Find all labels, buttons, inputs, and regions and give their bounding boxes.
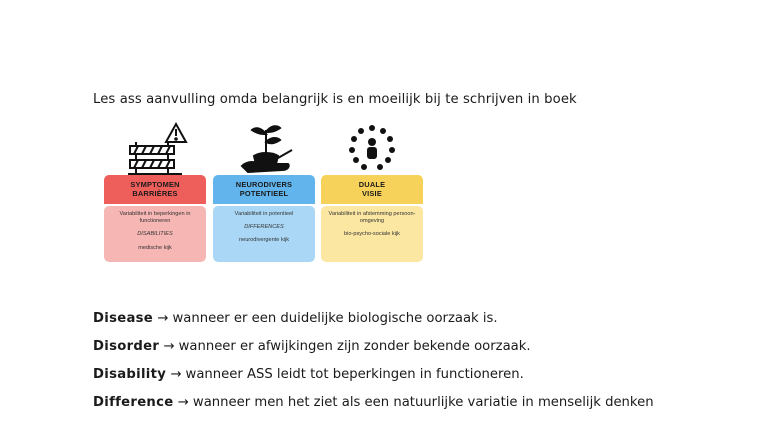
- intro-text: Les ass aanvulling omda belangrijk is en moeilijk bij te schrijven in boek: [93, 92, 577, 107]
- plant-hand-icon: [234, 120, 298, 176]
- definition-list: [93, 310, 663, 422]
- definition-difference: [93, 394, 663, 412]
- panel-symptoms: [104, 175, 206, 262]
- people-circle-icon: [344, 120, 400, 176]
- panel-text: Variabiliteit in potentieel: [234, 211, 294, 217]
- barrier-warning-icon: [126, 120, 190, 176]
- panel-view: medische kijk: [138, 244, 172, 251]
- panel-keyword: DIFFERENCES: [244, 224, 284, 231]
- definition-term: Disability: [93, 367, 167, 382]
- panel-view: neurodivergente kijk: [238, 237, 290, 244]
- definition-term: Disorder: [93, 339, 160, 354]
- three-views-figure: [104, 120, 426, 262]
- panel-text: Variabiliteit in afstemming persoon-omgeving: [328, 211, 416, 225]
- panel-view: bio-psycho-sociale kijk: [344, 231, 400, 238]
- panel-title: DUALE VISIE: [321, 175, 423, 204]
- definition-disability: [93, 366, 663, 384]
- panel-neurodivers: [213, 175, 315, 262]
- definition-term: Disease: [93, 311, 154, 326]
- panel-dual-vision: [321, 175, 423, 262]
- definition-text: → wanneer ASS leidt tot beperkingen in functioneren.: [166, 367, 524, 382]
- panel-text: Variabiliteit in beperkingen in functioneren: [119, 211, 191, 225]
- definition-term: Difference: [93, 395, 174, 410]
- definition-disorder: [93, 338, 663, 356]
- definition-text: → wanneer er een duidelijke biologische oorzaak is.: [153, 311, 498, 326]
- panel-keyword: DISABILITIES: [137, 231, 173, 238]
- definition-text: → wanneer men het ziet als een natuurlijke variatie in menselijk denken: [173, 395, 654, 410]
- panel-body: [213, 206, 315, 262]
- panel-body: [104, 206, 206, 262]
- panel-title: NEURODIVERS POTENTIEEL: [213, 175, 315, 204]
- definition-text: → wanneer er afwijkingen zijn zonder bekende oorzaak.: [159, 339, 531, 354]
- panel-title: SYMPTOMEN BARRIÈRES: [104, 175, 206, 204]
- panel-body: [321, 206, 423, 262]
- definition-disease: [93, 310, 663, 328]
